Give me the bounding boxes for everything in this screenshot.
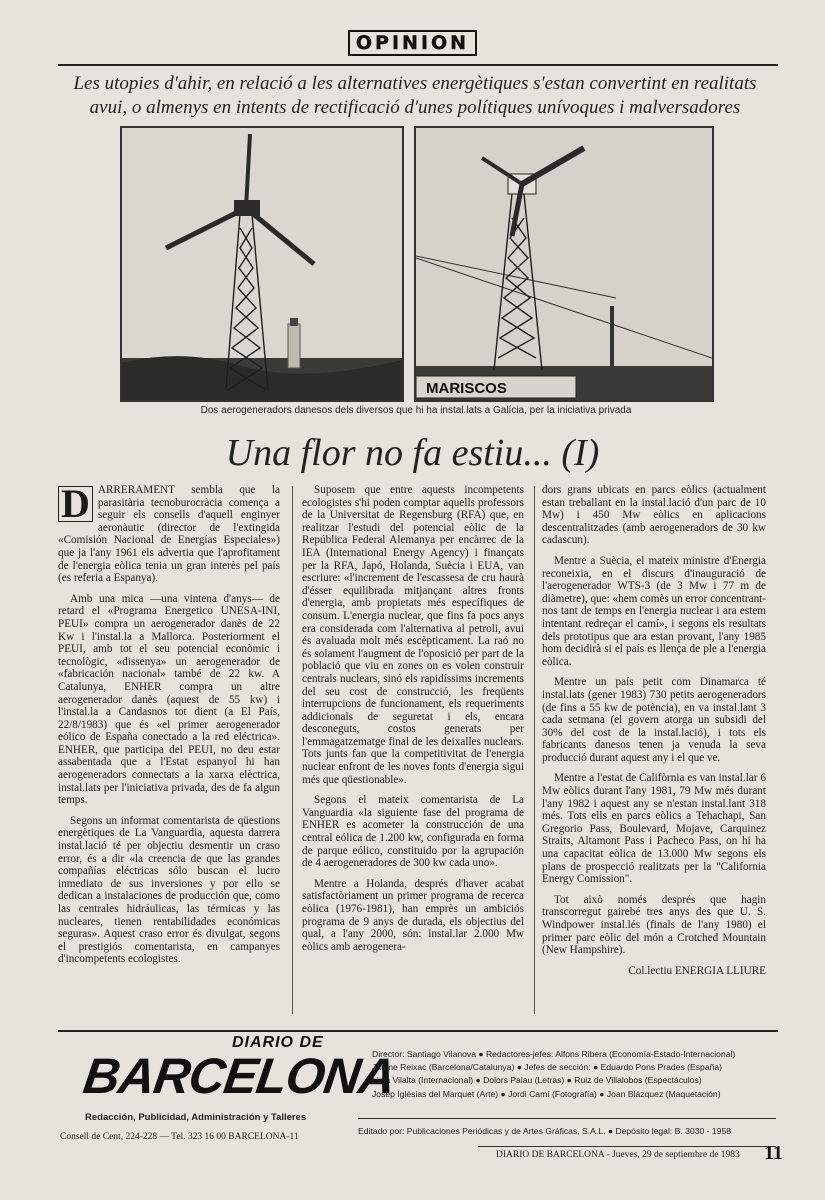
article-column-1 — [58, 481, 280, 974]
photo-wind-turbine-left — [120, 126, 404, 402]
paragraph: Suposem que entre aquests incompetents ecologistes s'hi poden comptar aquells professors de la Universitat de Regensburg (RFA) que, en realitzar l'estudi del potencial eòlic de la República Federal Alemanya per encàrrec de la IEA (International Energy Agency) i finançats per la RFA, Japó, Holanda, Suècia i EUA, van escriure: «l'increment de l'escassesa de cru haurà d'ésser equilibrada mitjançant altres fronts d'energia, amb propietats més específiques de consum. L'energia nuclear, que fins fa pocs anys era considerada com l'alternativa al petroli, avui és avaluada molt més escèpticament. La raó no és solament l'augment de l'oposició per part de la població que viu en zones on es volen construir centrals nuclears, sinó els rapidíssims increments del seu cost de construcció, les freqüents interrupcions de funcionament, els requeriments addicionals de seguretat i els, encara desconeguts, costos generats per l'emmagatzematge final de les deixalles nuclears. Tots junts fan que la competitivitat de l'energia nuclear enfront de les noves fonts d'energia sigui més que qüestionable». — [302, 484, 524, 786]
page-number: 11 — [764, 1142, 783, 1164]
paragraph: Segons el mateix comentarista de La Vanguardia «la siguiente fase del programa de ENHER es acometer la construcción de una central eólica de 1.200 kw, configurada en forma de parque eólico, constituido por la agrupación de 4 aerogeneradores de 300 kw cada uno». — [302, 794, 524, 870]
staff-line: Jaume Reixac (Barcelona/Catalunya) ● Jefes de sección: ● Eduardo Pons Prades (España) — [372, 1062, 723, 1073]
staff-line: Director: Santiago Vilanova ● Redactores-jefes: Alfons Ribera (Economía-Estado-Internacional) — [372, 1049, 736, 1059]
section-label: OPINION — [0, 32, 825, 54]
subheading: Les utopies d'ahir, en relació a les alternatives energètiques s'estan convertint en realitats avui, o almenys en intents de rectificació d'unes polítiques unívoques i malversadores — [73, 73, 757, 118]
page-footer: DIARIO DE BARCELONA - Jueves, 29 de septiembre de 1983 — [496, 1150, 740, 1160]
photo-sign-text: MARISCOS — [426, 380, 507, 397]
headline: Una flor no fa estiu... (I) — [225, 432, 600, 474]
paragraph: Amb una mica —una vintena d'anys— de retard el «Programa Energetico UNESA-INI, PEUI» compra un aerogenerador danès de 22 Kw i l'instal.la a Mallorca. Posteriorment el PEUI, amb tot el seu potencial econòmic i tecnològic, «dissenya» un aerogenerador de «fabricación nacional» també de 22 kw. A Catalunya, ENHER compra un altre aerogenerador danès (aquest de 55 kw) i l'instal.la a Candasnos tot dient (a El País, 22/8/1983) que és «el primer aerogenerador eólico de España conectado a la red eléctrica». ENHER, que participa del PEUI, no deu estar assabentada que a l'Estat espanyol hi han aerogeneradors connectats a la xarxa elèctrica, instal.lats per l'iniciativa privada, des de fa algun temps. — [58, 592, 280, 807]
footer-rule — [478, 1146, 776, 1147]
photo-wind-turbine-right — [414, 126, 714, 402]
masthead-departments: Redacción, Publicidad, Administración y Talleres — [85, 1112, 307, 1123]
top-rule — [58, 64, 778, 66]
paragraph: Mentre a Suècia, el mateix ministre d'Energia reconeixia, en el discurs d'inauguració de l'aerogenerador WTS-3 (de 3 Mw i 77 m de diàmetre), que: «hem comès un error concentrant-nos tant de temps en l'energia nuclear i ara estem intentant redreçar el camí», i segons els resultats dels prototipus que ara estan provant, l'any 1985 hom decidirà si el país es llença de ple a l'energia eòlica. — [542, 554, 766, 668]
paragraph: Segons un informat comentarista de qüestions energètiques de La Vanguardia, aquesta darrera instal.lació té per objectiu desmentir un craso error, és a dir «la creencia de que las grandes compañías eléctricas sólo buscan el lucro inmediato de sus inversiones y por ello se dedican a instalaciones de producción que, como las centrales hidráulicas, las térmicas y las nucleares, tienen rentabilidades económicas seguras». Aquest craso error és divulgat, segons el prestigiós comentarista, en campanyes d'incompetents ecologistes. — [58, 814, 280, 966]
drop-cap: D — [58, 486, 93, 522]
staff-line: Josep Iglésias del Marquet (Arte) ● Jordi Camí (Fotografía) ● Joan Blázquez (Maquetación) — [372, 1088, 721, 1099]
column-divider — [534, 486, 535, 1014]
article-column-3 — [542, 484, 766, 985]
staff-line: Lidia Vilalta (Internacional) ● Dolors Palau (Letras) ● Ruiz de Villalobos (Espectáculos) — [372, 1075, 702, 1086]
photo-caption: Dos aerogeneradors danesos dels diversos que hi ha instal.lats a Galícia, per la iniciativa privada — [200, 405, 632, 416]
publisher-line: Editado por: Publicaciones Periódicas y de Artes Gráficas, S.A.L. ● Depósito legal: B. 3030 - 1958 — [358, 1126, 732, 1136]
paragraph: Mentre un país petit com Dinamarca té instal.lats (gener 1983) 730 petits aerogeneradors (de fins a 55 kw de potència), en va instal.lant 3 cada setmana (el govern atorga un subsidi del 30% del cost de la instal.lació), i tots els fabricants danesos tenen ja venuda la seva producció durant aquest any i el que ve. — [542, 676, 766, 764]
paragraph: Tot això només després que hagin transcorregut gairebé tres anys des que U. S. Windpower instal.lés (finals de l'any 1980) el primer parc eòlic del món a Crotched Mountain (New Hampshire). — [542, 893, 766, 957]
newspaper-logo: BARCELONA — [80, 1048, 399, 1104]
article-column-2 — [302, 484, 524, 961]
masthead-rule — [58, 1030, 778, 1032]
paragraph: Mentre a Holanda, després d'haver acabat satisfactòriament un primer programa de recerca eòlica (1976-1981), han emprès un ambiciós programa de 9 anys de durada, els objectius del qual, a l'any 2000, són: instal.lar 2.000 Mw eòlics amb aerogenera- — [302, 877, 524, 953]
staff-box — [372, 1048, 772, 1101]
paragraph: dors grans ubicats en parcs eòlics (actualment estan treballant en la instal.lació d'un parc de 10 Mw) i 450 Mw eòlics en aplicacions descentralitzades (amb aerogeneradors de 30 kw cadascun). — [542, 484, 766, 547]
photo-left-drawing — [122, 128, 402, 400]
column-divider — [292, 486, 293, 1014]
article-signature: Col.lectiu ENERGIA LLIURE — [628, 964, 766, 977]
photo-right-drawing — [416, 128, 712, 400]
masthead-address: Consell de Cent, 224-228 — Tel. 323 16 00 BARCELONA-11 — [60, 1132, 299, 1142]
staff-rule — [358, 1118, 776, 1119]
paragraph: D ARRERAMENT sembla que la parasitària tecnoburocràcia comença a seguir els consells d'aquell enginyer aeronàutic (director de l'extingida «Comisión Nacional de Energías Especiales») que ja l'any 1961 els advertia que l'aprofitament de l'energia eòlica tenia un gran interès pel país (es referia a Espanya). — [58, 481, 280, 585]
paragraph: Mentre a l'estat de Califòrnia es van instal.lar 6 Mw eòlics durant l'any 1981, 79 Mw més durant l'any 1982 i aquest any se n'estan instal.lant 318 més. Tots ells en parcs eòlics a Tehachapi, San Gregorio Pass, Boulevard, Mojave, Carquinez Straits, Altamont Pass i Pacheco Pass, on hi ha una capacitat eòlica de 13.000 Mw segons els plans de prospecció realitzats per la "California Energy Comission". — [542, 772, 766, 886]
logo-small-text: DIARIO DE — [232, 1034, 324, 1051]
